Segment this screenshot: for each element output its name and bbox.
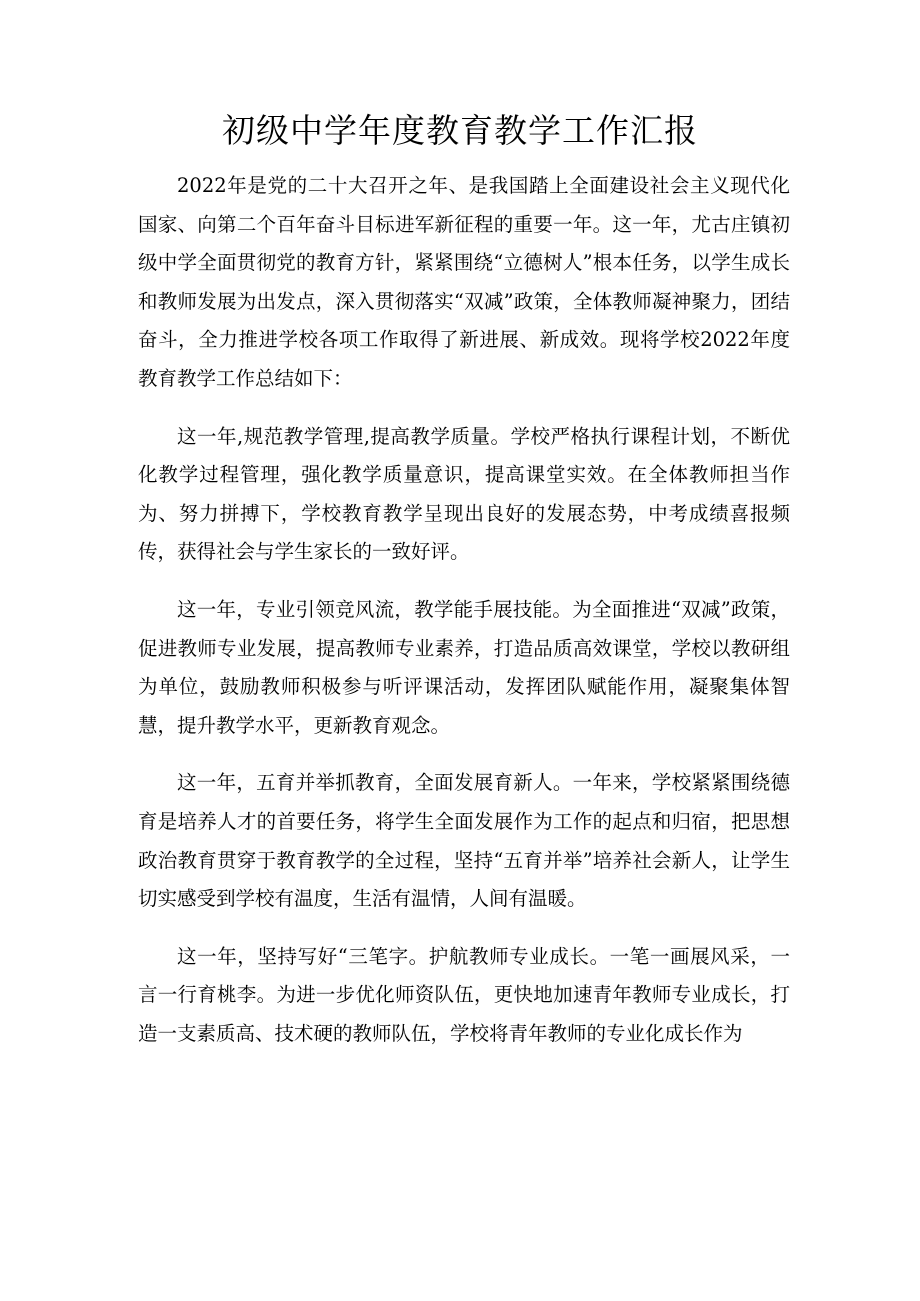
document-title: 初级中学年度教育教学工作汇报 bbox=[222, 111, 698, 150]
paragraph-teaching-management: 这一年,规范教学管理,提高教学质量。学校严格执行课程计划，不断优化教学过程管理，强化教学质量意识，提高课堂实效。在全体教师担当作为、努力拼搏下，学校教育教学呈现出良好的发展态势，中考成绩喜报频传，获得社会与学生家长的一致好评。 bbox=[138, 424, 790, 564]
document-body bbox=[138, 167, 790, 1072]
paragraph-three-scripts: 这一年，坚持写好“三笔字。护航教师专业成长。一笔一画展风采，一言一行育桃李。为进一步优化师资队伍，更快地加速青年教师专业成长，打造一支素质高、技术硬的教师队伍，学校将青年教师的专业化成长作为 bbox=[138, 944, 790, 1045]
paragraph-intro: 2022年是党的二十大召开之年、是我国踏上全面建设社会主义现代化国家、向第二个百年奋斗目标进军新征程的重要一年。这一年，尤古庄镇初级中学全面贯彻党的教育方针，紧紧围绕“立德树人”根本任务，以学生成长和教师发展为出发点，深入贯彻落实“双减”政策，全体教师凝神聚力，团结奋斗，全力推进学校各项工作取得了新进展、新成效。现将学校2022年度教育教学工作总结如下： bbox=[138, 174, 790, 390]
paragraph-five-education: 这一年，五育并举抓教育，全面发展育新人。一年来，学校紧紧围绕德育是培养人才的首要任务，将学生全面发展作为工作的起点和归宿，把思想政治教育贯穿于教育教学的全过程，坚持“五育并举”培养社会新人，让学生切实感受到学校有温度，生活有温情，人间有温暖。 bbox=[138, 771, 790, 911]
paragraph-professional-guidance: 这一年，专业引领竞风流，教学能手展技能。为全面推进“双减”政策，促进教师专业发展，提高教师专业素养，打造品质高效课堂，学校以教研组为单位，鼓励教师积极参与听评课活动，发挥团队赋能作用，凝聚集体智慧，提升教学水平，更新教育观念。 bbox=[138, 597, 790, 737]
